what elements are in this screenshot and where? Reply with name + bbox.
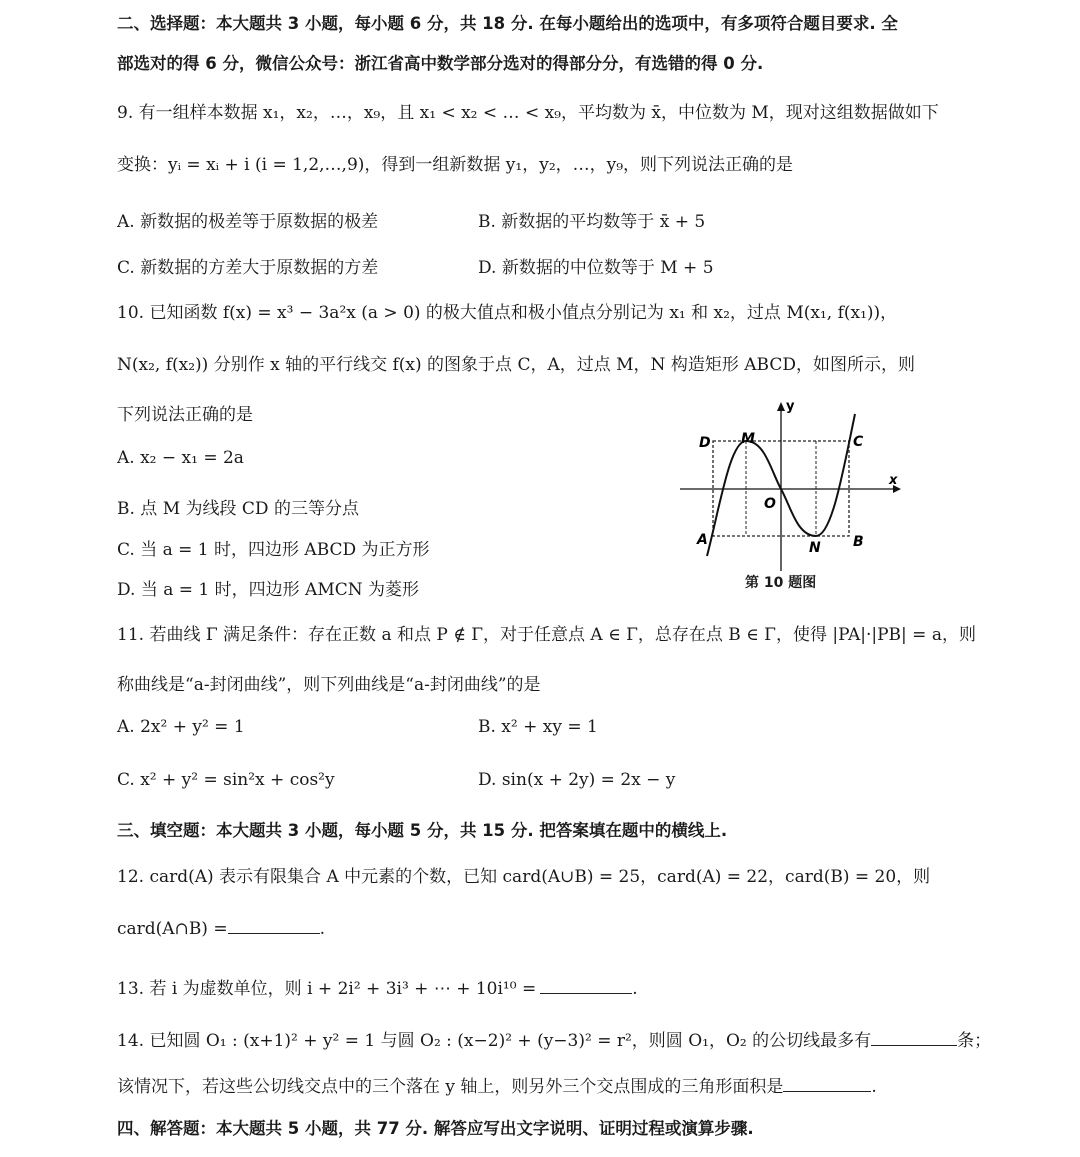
q10-option-d: D. 当 a = 1 时，四边形 AMCN 为菱形 bbox=[117, 580, 420, 600]
section-4-heading: 四、解答题：本大题共 5 小题，共 77 分. 解答应写出文字说明、证明过程或演算步骤. bbox=[117, 1119, 754, 1138]
q11-option-d: D. sin(x + 2y) = 2x − y bbox=[478, 770, 676, 790]
q9-option-c: C. 新数据的方差大于原数据的方差 bbox=[117, 258, 379, 278]
label-a: A bbox=[697, 532, 708, 548]
q9-stem-line2: 变换：yᵢ = xᵢ + i (i = 1,2,…,9)，得到一组新数据 y₁，y₂，…，y₉，则下列说法正确的是 bbox=[117, 155, 794, 175]
label-y: y bbox=[786, 399, 795, 414]
q9-option-a: A. 新数据的极差等于原数据的极差 bbox=[117, 212, 379, 232]
q10-stem-line2: N(x₂, f(x₂)) 分别作 x 轴的平行线交 f(x) 的图象于点 C，A，过点 M，N 构造矩形 ABCD，如图所示，则 bbox=[117, 355, 915, 375]
q10-graph bbox=[675, 396, 907, 574]
q10-stem-line1: 10. 已知函数 f(x) = x³ − 3a²x (a > 0) 的极大值点和极小值点分别记为 x₁ 和 x₂，过点 M(x₁, f(x₁))， bbox=[117, 303, 898, 323]
y-axis-arrow-icon bbox=[777, 402, 785, 411]
section-2-heading-line1: 二、选择题：本大题共 3 小题，每小题 6 分，共 18 分. 在每小题给出的选项中，有多项符合题目要求. 全 bbox=[117, 14, 898, 33]
figure-caption: 第 10 题图 bbox=[745, 575, 817, 591]
q12-stem-line2 bbox=[117, 917, 325, 939]
label-x: x bbox=[889, 473, 898, 488]
q10-option-a: A. x₂ − x₁ = 2a bbox=[117, 448, 244, 468]
q13-period: . bbox=[632, 979, 638, 999]
label-n: N bbox=[809, 540, 821, 556]
q9-option-d: D. 新数据的中位数等于 M + 5 bbox=[478, 258, 714, 278]
label-d: D bbox=[699, 435, 711, 451]
q11-stem-line1: 11. 若曲线 Γ 满足条件：存在正数 a 和点 P ∉ Γ，对于任意点 A ∈ Γ，总存在点 B ∈ Γ，使得 |PA|·|PB| = a，则 bbox=[117, 625, 976, 645]
section-3-heading: 三、填空题：本大题共 3 小题，每小题 5 分，共 15 分. 把答案填在题中的横线上. bbox=[117, 821, 728, 840]
q11-option-c: C. x² + y² = sin²x + cos²y bbox=[117, 770, 335, 790]
section-2-heading-line2: 部选对的得 6 分，微信公众号：浙江省高中数学部分选对的得部分分，有选错的得 0 分. bbox=[117, 54, 764, 73]
q14-line2-end: . bbox=[871, 1077, 877, 1097]
q12-stem-line1: 12. card(A) 表示有限集合 A 中元素的个数，已知 card(A∪B) = 25，card(A) = 22，card(B) = 20，则 bbox=[117, 867, 931, 887]
q14-answer-blank-2[interactable] bbox=[783, 1075, 871, 1092]
q14-line1-end: 条； bbox=[957, 1031, 992, 1051]
q12-expression: card(A∩B) = bbox=[117, 919, 228, 939]
q10-option-c: C. 当 a = 1 时，四边形 ABCD 为正方形 bbox=[117, 540, 430, 560]
q9-stem-line1: 9. 有一组样本数据 x₁，x₂，…，x₉，且 x₁ < x₂ < … < x₉，平均数为 x̄，中位数为 M，现对这组数据做如下 bbox=[117, 103, 939, 123]
label-m: M bbox=[741, 431, 755, 447]
q13-stem bbox=[117, 974, 638, 999]
label-c: C bbox=[853, 434, 864, 450]
q14-answer-blank-1[interactable] bbox=[871, 1029, 957, 1046]
q10-stem-line3: 下列说法正确的是 bbox=[117, 405, 253, 425]
q14-expression: 14. 已知圆 O₁ : (x+1)² + y² = 1 与圆 O₂ : (x−2)² + (y−3)² = r²，则圆 O₁，O₂ 的公切线最多有 bbox=[117, 1031, 872, 1051]
q11-stem-line2: 称曲线是“a-封闭曲线”，则下列曲线是“a-封闭曲线”的是 bbox=[117, 675, 541, 695]
q13-expression: 13. 若 i 为虚数单位，则 i + 2i² + 3i³ + ⋯ + 10i¹⁰ = bbox=[117, 979, 537, 999]
q10-figure bbox=[675, 396, 907, 596]
q14-stem-line1 bbox=[117, 1026, 991, 1051]
q14-line2-text: 该情况下，若这些公切线交点中的三个落在 y 轴上，则另外三个交点围成的三角形面积是 bbox=[117, 1077, 784, 1097]
q12-answer-blank[interactable] bbox=[228, 917, 320, 934]
q14-stem-line2 bbox=[117, 1072, 877, 1097]
q9-option-b: B. 新数据的平均数等于 x̄ + 5 bbox=[478, 212, 706, 232]
label-o: O bbox=[764, 496, 776, 512]
q10-option-b: B. 点 M 为线段 CD 的三等分点 bbox=[117, 499, 359, 519]
q12-period: . bbox=[319, 919, 325, 939]
label-b: B bbox=[853, 534, 864, 550]
q11-option-a: A. 2x² + y² = 1 bbox=[117, 717, 245, 737]
q13-answer-blank[interactable] bbox=[540, 977, 632, 994]
q11-option-b: B. x² + xy = 1 bbox=[478, 717, 598, 737]
